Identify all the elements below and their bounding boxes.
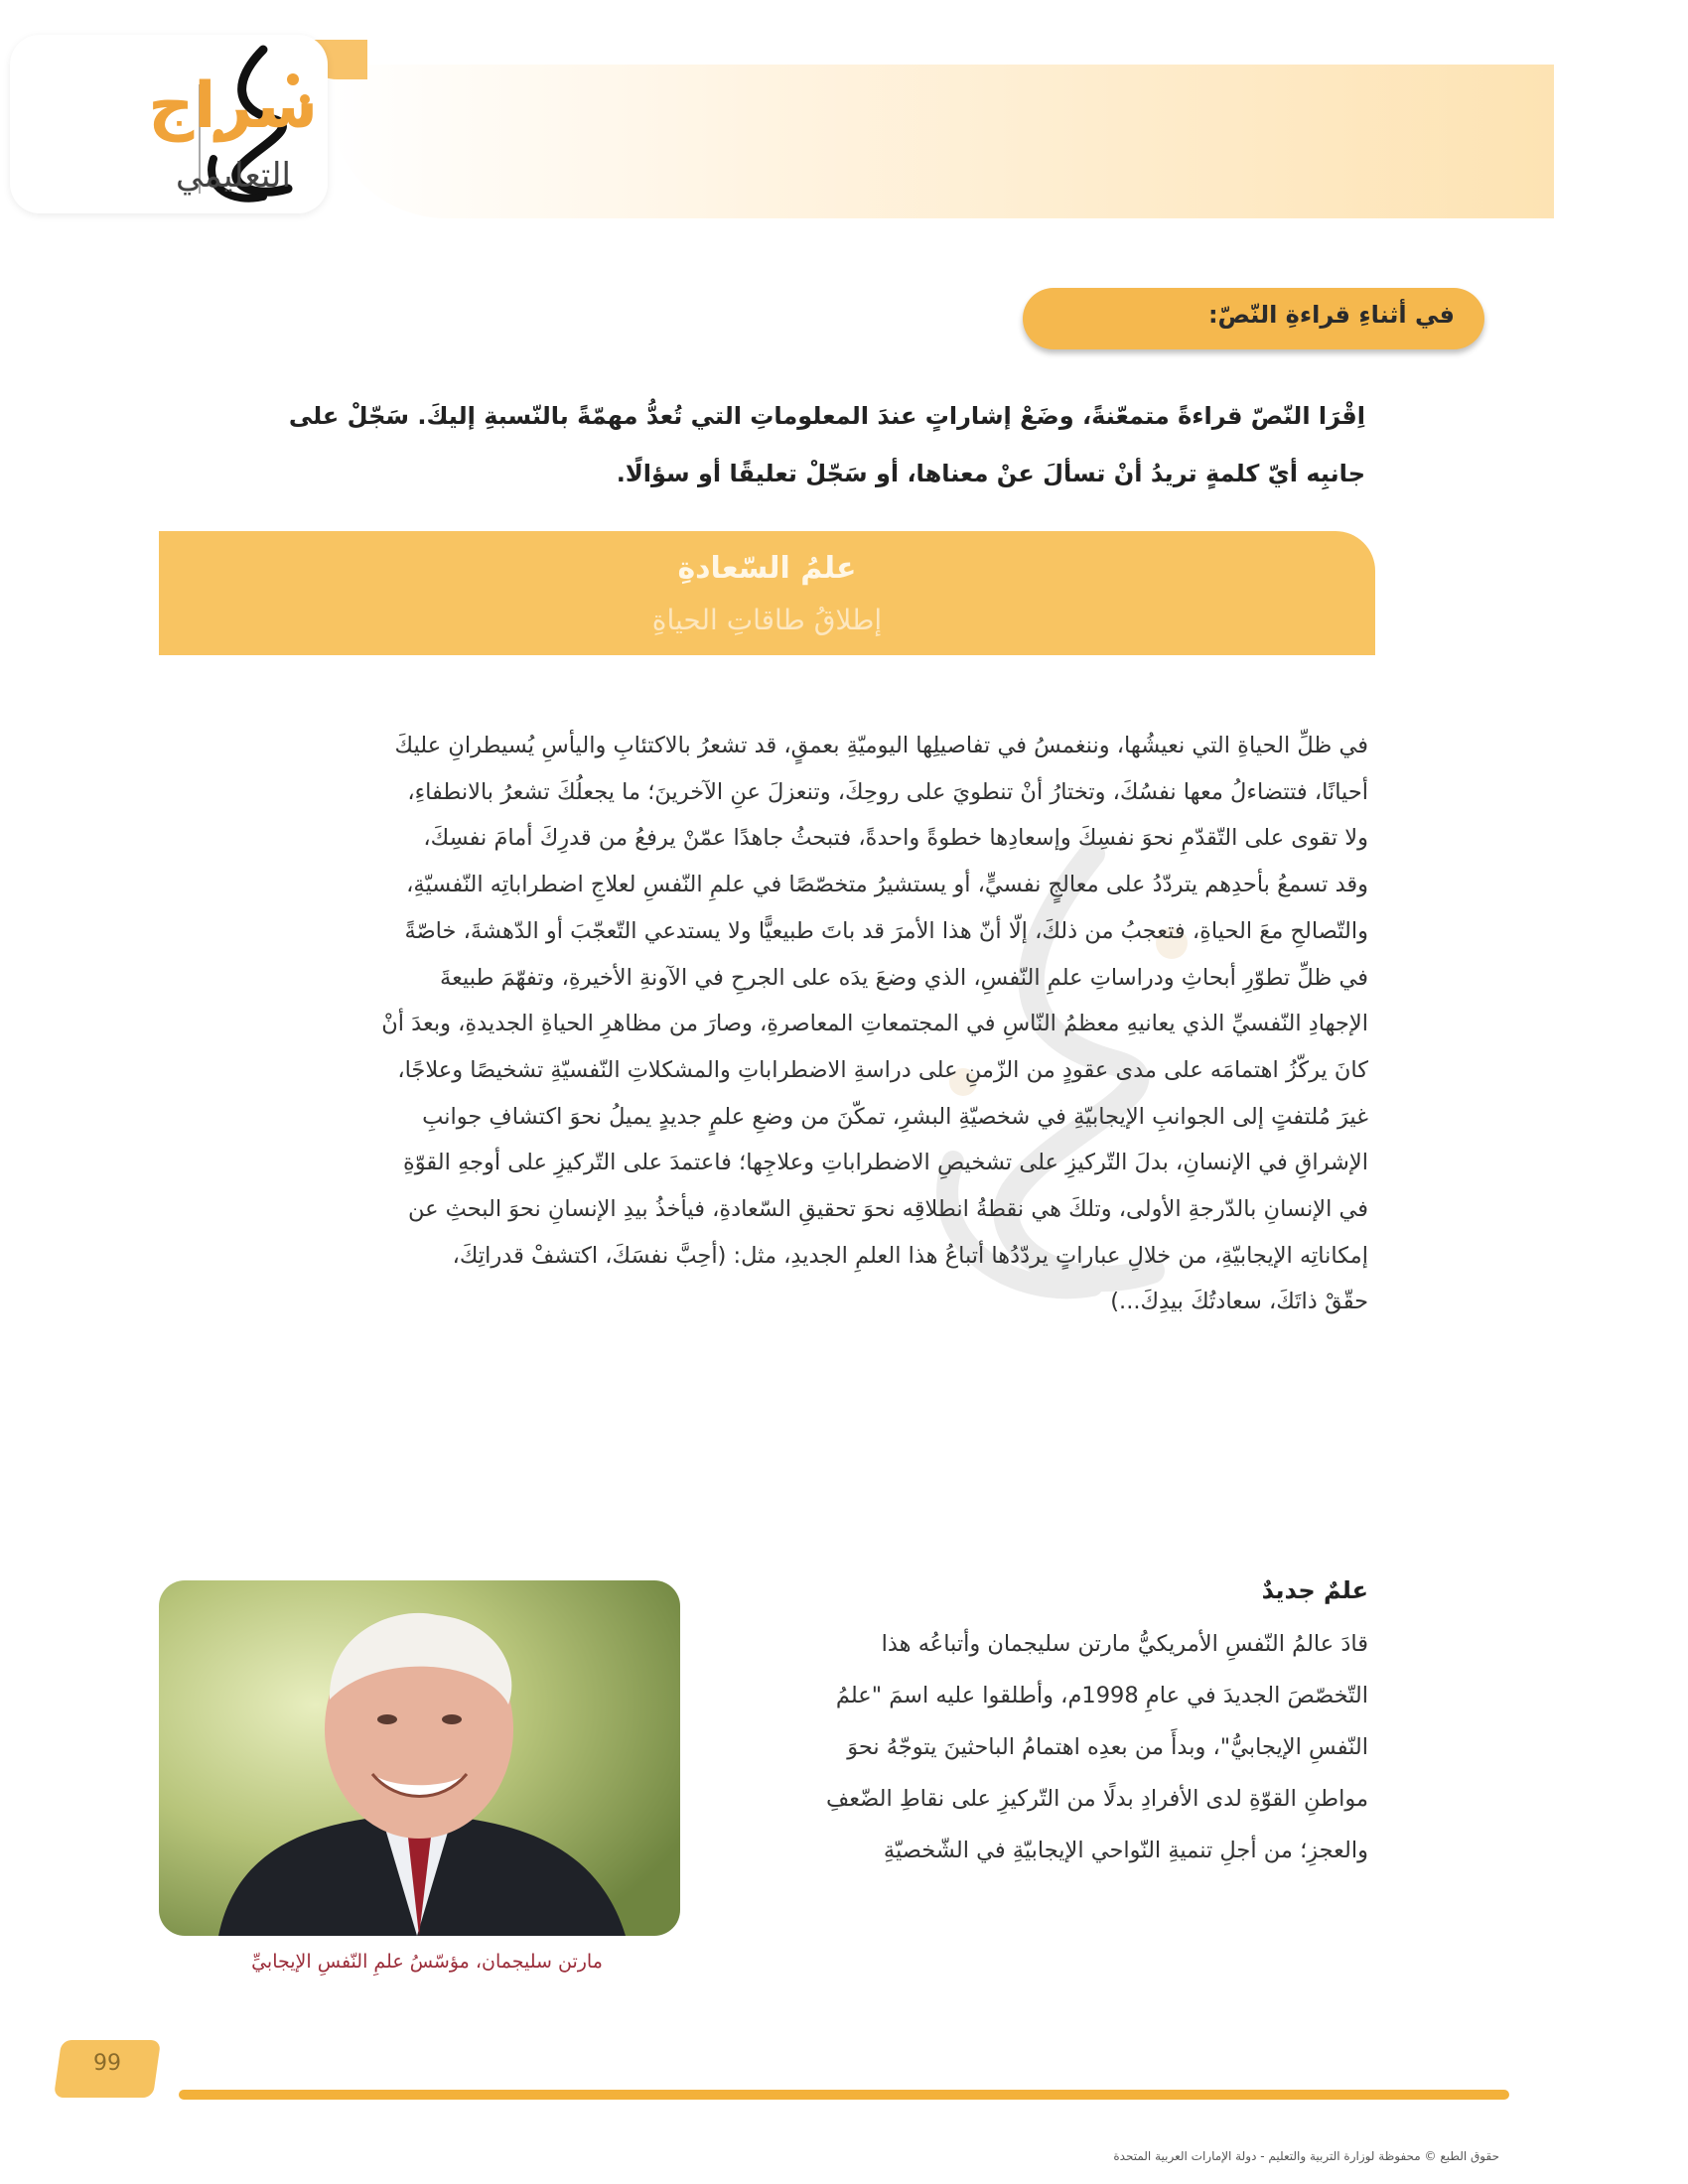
article-body bbox=[152, 723, 1368, 1325]
subsection-line: والعجزِ؛ من أجلِ تنميةِ النّواحي الإيجابيّةِ في الشّخصيّةِ bbox=[883, 1838, 1368, 1863]
body-line: غيرَ مُلتفتٍ إلى الجوانبِ الإيجابيّةِ في شخصيّةِ البشرِ، تمكّنَ من وضعِ علمٍ جديدٍ يميلُ نحوَ اكتشافِ جوانبِ bbox=[422, 1103, 1368, 1130]
instruction-line: جانبِه أيّ كلمةٍ تريدُ أنْ تسألَ عنْ معناها، أو سَجّلْ تعليقًا أو سؤالًا. bbox=[616, 460, 1365, 487]
subsection-line: قادَ عالمُ النّفسِ الأمريكيُّ مارتن سليجمان وأتباعُه هذا bbox=[881, 1631, 1368, 1657]
body-line: في الإنسانِ بالدّرجةِ الأولى، وتلكَ هي نقطةُ انطلاقِه نحوَ تحقيقِ السّعادةِ، فيأخذُ بيدِ الإنسانِ نحوَ البحثِ عن bbox=[407, 1196, 1368, 1223]
footer-rule bbox=[179, 2090, 1509, 2100]
logo-word: سراج bbox=[148, 69, 318, 143]
section-tag bbox=[1023, 288, 1484, 349]
section-tag-label: في أثناءِ قراءةِ النّصّ: bbox=[1207, 301, 1455, 329]
body-line: ولا تقوى على التّقدّمِ نحوَ نفسِكَ وإسعادِها خطوةً واحدةً، فتبحثُ جاهدًا عمّنْ يرفعُ من قدرِكَ أمامَ نفسِكَ، bbox=[423, 825, 1368, 852]
body-line: كانَ يركّزُ اهتمامَه على مدى عقودٍ من الزّمنِ على دراسةِ الاضطراباتِ والمشكلاتِ النّفسيّةِ تشخيصًا وعلاجًا، bbox=[397, 1056, 1368, 1083]
subsection-line: النّفسِ الإيجابيُّ"، وبدأَ من بعدِه اهتمامُ الباحثينَ يتوجّهُ نحوَ bbox=[847, 1734, 1368, 1760]
title-band bbox=[159, 531, 1375, 655]
subsection-line: التّخصّصَ الجديدَ في عامِ 1998م، وأطلقوا عليه اسمَ "علمُ bbox=[835, 1683, 1368, 1708]
header-band bbox=[328, 65, 1554, 218]
body-line: في ظلِّ تطوّرِ أبحاثِ ودراساتِ علمِ النّفسِ، الذي وضعَ يدَه على الجرحِ في الآونةِ الأخيرةِ، وتفهّمَ طبيعةَ bbox=[440, 964, 1368, 991]
body-line: الإشراقِ في الإنسانِ، بدلَ التّركيزِ على تشخيصِ الاضطراباتِ وعلاجِها؛ فاعتمدَ على التّركيزِ على أوجهِ القوّةِ bbox=[403, 1150, 1368, 1176]
portrait-photo bbox=[159, 1580, 680, 1936]
body-line: والتّصالحِ معَ الحياةِ، فتعجبُ من ذلكَ، إلّا أنّ هذا الأمرَ قد باتَ طبيعيًّا ولا يستدعي التّعجّبَ أو الدّهشةَ، خاصّةً bbox=[404, 917, 1368, 944]
article-subtitle: إطلاقُ طاقاتِ الحياةِ bbox=[651, 604, 883, 636]
subsection-line: مواطنِ القوّةِ لدى الأفرادِ بدلًا من التّركيزِ على نقاطِ الضّعفِ bbox=[825, 1786, 1368, 1812]
body-line: الإجهادِ النّفسيِّ الذي يعانيهِ معظمُ النّاسِ في المجتمعاتِ المعاصرةِ، وصارَ من مظاهرِ الحياةِ الجديدةِ، وبعدَ أنْ bbox=[381, 1011, 1368, 1037]
body-line: إمكاناتِه الإيجابيّةِ، من خلالِ عباراتٍ يردّدُها أتباعُ هذا العلمِ الجديدِ، مثل: (أحِبَّ نفسَكَ، اكتشفْ قدراتِكَ، bbox=[452, 1242, 1368, 1269]
article-title: علمُ السّعادةِ bbox=[677, 551, 857, 586]
footer-copyright: حقوق الطبع © محفوظة لوزارة التربية والتعليم - دولة الإمارات العربية المتحدة bbox=[1113, 2149, 1499, 2163]
reading-instructions bbox=[154, 387, 1365, 502]
logo-subword: التعليمي bbox=[176, 156, 291, 196]
body-line: وقد تسمعُ بأحدِهم يتردّدُ على معالجٍ نفسيٍّ، أو يستشيرُ متخصّصًا في علمِ النّفسِ لعلاجِ اضطراباتِه النّفسيّةِ، bbox=[406, 872, 1368, 898]
subsection-title: علمٌ جديدٌ bbox=[1261, 1576, 1368, 1604]
page-number: 99 bbox=[93, 2051, 121, 2076]
body-line: حقّقْ ذاتَكَ، سعادتُكَ بيدِكَ...) bbox=[1110, 1289, 1368, 1315]
instruction-line: اِقْرَا النّصّ قراءةً متمعّنةً، وضَعْ إشاراتٍ عندَ المعلوماتِ التي تُعدُّ مهمّةً بالنّسبةِ إليكَ. سَجّلْ على bbox=[288, 402, 1365, 430]
body-line: أحيانًا، فتتضاءلُ معها نفسُكَ، وتختارُ أنْ تنطويَ على روحِكَ، وتنعزلَ عنِ الآخرينَ؛ ما يجعلُكَ تشعرُ بالانطفاءِ، bbox=[407, 778, 1368, 805]
photo-caption: مارتن سليجمان، مؤسّسُ علمِ النّفسِ الإيجابيِّ bbox=[251, 1951, 603, 1973]
body-line: في ظلِّ الحياةِ التي نعيشُها، وننغمسُ في تفاصيلِها اليوميّةِ بعمقٍ، قد تشعرُ بالاكتئابِ واليأسِ يُسيطرانِ عليكَ bbox=[394, 733, 1368, 758]
subsection-body bbox=[763, 1618, 1368, 1876]
